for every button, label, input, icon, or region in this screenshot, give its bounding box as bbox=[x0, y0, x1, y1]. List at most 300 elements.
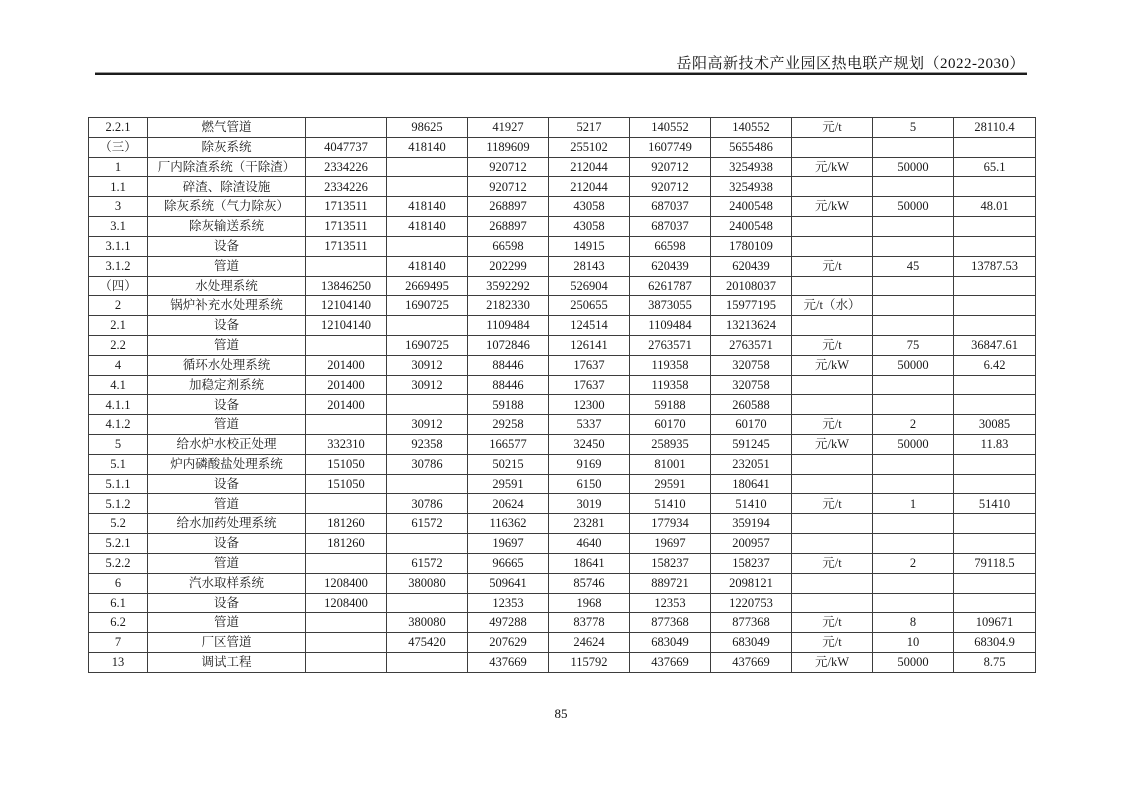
table-row bbox=[89, 514, 1036, 534]
table-cell: 12353 bbox=[468, 593, 549, 613]
table-cell: 5.2.2 bbox=[89, 553, 148, 573]
table-cell bbox=[873, 137, 954, 157]
table-cell: 12353 bbox=[630, 593, 711, 613]
table-cell bbox=[792, 316, 873, 336]
table-cell: 30912 bbox=[387, 355, 468, 375]
table-cell: 260588 bbox=[711, 395, 792, 415]
table-cell: 51410 bbox=[954, 494, 1036, 514]
table-cell bbox=[387, 474, 468, 494]
table-cell: 526904 bbox=[549, 276, 630, 296]
table-cell: 9169 bbox=[549, 454, 630, 474]
table-cell: 设备 bbox=[148, 316, 306, 336]
table-cell: 119358 bbox=[630, 355, 711, 375]
table-cell: 1072846 bbox=[468, 335, 549, 355]
table-cell: 2.2.1 bbox=[89, 118, 148, 138]
table-cell: 5.2 bbox=[89, 514, 148, 534]
table-cell: 元/t（水） bbox=[792, 296, 873, 316]
table-cell: 2763571 bbox=[630, 335, 711, 355]
table-cell: 12300 bbox=[549, 395, 630, 415]
table-cell bbox=[954, 296, 1036, 316]
table-row bbox=[89, 217, 1036, 237]
table-cell bbox=[873, 316, 954, 336]
table-cell: 6.1 bbox=[89, 593, 148, 613]
table-cell: 81001 bbox=[630, 454, 711, 474]
table-cell: 元/kW bbox=[792, 652, 873, 672]
table-cell bbox=[873, 514, 954, 534]
table-row bbox=[89, 593, 1036, 613]
table-cell: 88446 bbox=[468, 375, 549, 395]
table-cell: 437669 bbox=[711, 652, 792, 672]
table-cell: 设备 bbox=[148, 236, 306, 256]
table-cell: 1607749 bbox=[630, 137, 711, 157]
table-cell: 32450 bbox=[549, 435, 630, 455]
table-cell: 元/t bbox=[792, 335, 873, 355]
table-cell: 65.1 bbox=[954, 157, 1036, 177]
table-cell: 140552 bbox=[711, 118, 792, 138]
table-cell: 3 bbox=[89, 197, 148, 217]
table-cell: 418140 bbox=[387, 256, 468, 276]
table-cell: 75 bbox=[873, 335, 954, 355]
table-cell: 79118.5 bbox=[954, 553, 1036, 573]
table-cell: 元/kW bbox=[792, 157, 873, 177]
table-cell: 20108037 bbox=[711, 276, 792, 296]
table-cell: 115792 bbox=[549, 652, 630, 672]
table-cell bbox=[306, 553, 387, 573]
table-cell: 687037 bbox=[630, 197, 711, 217]
table-cell: 877368 bbox=[630, 613, 711, 633]
table-cell bbox=[306, 613, 387, 633]
table-cell: 51410 bbox=[630, 494, 711, 514]
table-cell: 设备 bbox=[148, 593, 306, 613]
table-row bbox=[89, 375, 1036, 395]
table-cell: 61572 bbox=[387, 553, 468, 573]
table-cell: 418140 bbox=[387, 197, 468, 217]
table-cell: 85746 bbox=[549, 573, 630, 593]
table-cell: 380080 bbox=[387, 613, 468, 633]
table-cell: 23281 bbox=[549, 514, 630, 534]
table-cell bbox=[873, 454, 954, 474]
table-cell: 2 bbox=[873, 415, 954, 435]
table-cell: 66598 bbox=[468, 236, 549, 256]
table-cell: 2 bbox=[873, 553, 954, 573]
table-cell: 920712 bbox=[468, 177, 549, 197]
table-cell: 201400 bbox=[306, 355, 387, 375]
table-cell: 877368 bbox=[711, 613, 792, 633]
table-cell: 3.1 bbox=[89, 217, 148, 237]
table-cell: 元/t bbox=[792, 415, 873, 435]
table-cell: 92358 bbox=[387, 435, 468, 455]
table-cell: 19697 bbox=[630, 534, 711, 554]
table-cell: 13213624 bbox=[711, 316, 792, 336]
table-cell: 20624 bbox=[468, 494, 549, 514]
table-row bbox=[89, 316, 1036, 336]
table-cell: 13846250 bbox=[306, 276, 387, 296]
table-cell: 3873055 bbox=[630, 296, 711, 316]
table-cell: 36847.61 bbox=[954, 335, 1036, 355]
table-cell: 元/kW bbox=[792, 435, 873, 455]
table-cell: 201400 bbox=[306, 395, 387, 415]
table-cell bbox=[792, 534, 873, 554]
table-cell: 3.1.2 bbox=[89, 256, 148, 276]
table-cell: 2.1 bbox=[89, 316, 148, 336]
table-cell: 50000 bbox=[873, 435, 954, 455]
table-row bbox=[89, 296, 1036, 316]
table-cell: 6.42 bbox=[954, 355, 1036, 375]
table-cell: 加稳定剂系统 bbox=[148, 375, 306, 395]
table-row bbox=[89, 415, 1036, 435]
table-cell: 元/t bbox=[792, 494, 873, 514]
table-cell: 50215 bbox=[468, 454, 549, 474]
table-cell: 50000 bbox=[873, 652, 954, 672]
table-row bbox=[89, 276, 1036, 296]
table-cell: 1189609 bbox=[468, 137, 549, 157]
table-cell: 10 bbox=[873, 633, 954, 653]
table-cell: 43058 bbox=[549, 217, 630, 237]
table-cell: 1220753 bbox=[711, 593, 792, 613]
table-cell bbox=[954, 395, 1036, 415]
table-cell: 4047737 bbox=[306, 137, 387, 157]
table-cell: 元/t bbox=[792, 553, 873, 573]
table-cell: 8.75 bbox=[954, 652, 1036, 672]
table-cell: 元/t bbox=[792, 118, 873, 138]
table-cell: 30912 bbox=[387, 415, 468, 435]
table-cell bbox=[387, 316, 468, 336]
table-cell: 200957 bbox=[711, 534, 792, 554]
table-cell: 359194 bbox=[711, 514, 792, 534]
table-cell: 268897 bbox=[468, 197, 549, 217]
document-header-title: 岳阳高新技术产业园区热电联产规划（2022-2030） bbox=[676, 56, 1025, 72]
table-cell bbox=[387, 652, 468, 672]
table-cell: 268897 bbox=[468, 217, 549, 237]
page-footer bbox=[0, 706, 1122, 722]
table-cell: 250655 bbox=[549, 296, 630, 316]
table-cell: 3592292 bbox=[468, 276, 549, 296]
table-row bbox=[89, 454, 1036, 474]
table-cell: 1713511 bbox=[306, 197, 387, 217]
table-cell: 151050 bbox=[306, 474, 387, 494]
table-cell: 6261787 bbox=[630, 276, 711, 296]
table-row bbox=[89, 137, 1036, 157]
table-cell: 201400 bbox=[306, 375, 387, 395]
table-cell: 418140 bbox=[387, 137, 468, 157]
table-cell bbox=[306, 652, 387, 672]
table-cell bbox=[954, 137, 1036, 157]
table-cell: 给水炉水校正处理 bbox=[148, 435, 306, 455]
table-cell bbox=[873, 573, 954, 593]
table-cell: 5.1.1 bbox=[89, 474, 148, 494]
table-cell: 2 bbox=[89, 296, 148, 316]
table-cell bbox=[873, 474, 954, 494]
table-cell: 59188 bbox=[630, 395, 711, 415]
table-row bbox=[89, 197, 1036, 217]
table-cell bbox=[873, 276, 954, 296]
table-cell: 43058 bbox=[549, 197, 630, 217]
table-cell: 119358 bbox=[630, 375, 711, 395]
table-cell: （四） bbox=[89, 276, 148, 296]
table-cell: 13787.53 bbox=[954, 256, 1036, 276]
table-cell: 设备 bbox=[148, 395, 306, 415]
table-cell: 683049 bbox=[630, 633, 711, 653]
table-cell: 61572 bbox=[387, 514, 468, 534]
table-cell: 29591 bbox=[468, 474, 549, 494]
table-cell: 5217 bbox=[549, 118, 630, 138]
table-cell bbox=[792, 177, 873, 197]
table-cell: 1 bbox=[89, 157, 148, 177]
table-cell bbox=[306, 335, 387, 355]
table-cell: 140552 bbox=[630, 118, 711, 138]
table-cell: 除灰输送系统 bbox=[148, 217, 306, 237]
table-cell: 66598 bbox=[630, 236, 711, 256]
table-cell: 475420 bbox=[387, 633, 468, 653]
table-cell: 620439 bbox=[711, 256, 792, 276]
table-row bbox=[89, 335, 1036, 355]
table-cell: 水处理系统 bbox=[148, 276, 306, 296]
table-cell: 燃气管道 bbox=[148, 118, 306, 138]
table-cell: 循环水处理系统 bbox=[148, 355, 306, 375]
table-cell bbox=[792, 217, 873, 237]
table-cell: 12104140 bbox=[306, 316, 387, 336]
table-cell: 212044 bbox=[549, 157, 630, 177]
table-cell bbox=[873, 217, 954, 237]
table-cell bbox=[954, 534, 1036, 554]
table-cell: 元/kW bbox=[792, 355, 873, 375]
cost-table bbox=[88, 117, 1036, 673]
table-cell: 437669 bbox=[630, 652, 711, 672]
table-cell bbox=[387, 177, 468, 197]
table-cell: 调试工程 bbox=[148, 652, 306, 672]
table-cell: 2098121 bbox=[711, 573, 792, 593]
table-cell: 5655486 bbox=[711, 137, 792, 157]
table-cell: 48.01 bbox=[954, 197, 1036, 217]
table-cell: 1.1 bbox=[89, 177, 148, 197]
table-cell bbox=[792, 137, 873, 157]
table-cell: 1713511 bbox=[306, 217, 387, 237]
table-cell bbox=[306, 494, 387, 514]
table-cell: 45 bbox=[873, 256, 954, 276]
table-cell: 332310 bbox=[306, 435, 387, 455]
table-cell: 6.2 bbox=[89, 613, 148, 633]
table-cell: 5337 bbox=[549, 415, 630, 435]
table-cell: 17637 bbox=[549, 355, 630, 375]
table-cell bbox=[954, 217, 1036, 237]
table-cell: 68304.9 bbox=[954, 633, 1036, 653]
table-cell: 2763571 bbox=[711, 335, 792, 355]
table-cell: 50000 bbox=[873, 157, 954, 177]
table-cell bbox=[792, 514, 873, 534]
table-cell bbox=[954, 177, 1036, 197]
table-cell: 19697 bbox=[468, 534, 549, 554]
table-cell: 509641 bbox=[468, 573, 549, 593]
table-cell: 管道 bbox=[148, 494, 306, 514]
table-cell: 2334226 bbox=[306, 157, 387, 177]
table-cell: 汽水取样系统 bbox=[148, 573, 306, 593]
table-cell: 920712 bbox=[468, 157, 549, 177]
table-cell: 4.1 bbox=[89, 375, 148, 395]
table-cell: 13 bbox=[89, 652, 148, 672]
table-cell bbox=[306, 256, 387, 276]
table-cell: 2.2 bbox=[89, 335, 148, 355]
table-cell: 177934 bbox=[630, 514, 711, 534]
table-cell bbox=[792, 474, 873, 494]
table-cell: 5.1.2 bbox=[89, 494, 148, 514]
table-cell: 给水加药处理系统 bbox=[148, 514, 306, 534]
table-cell: 158237 bbox=[711, 553, 792, 573]
table-cell: 683049 bbox=[711, 633, 792, 653]
table-cell: 管道 bbox=[148, 415, 306, 435]
table-cell: 30786 bbox=[387, 454, 468, 474]
table-cell: 166577 bbox=[468, 435, 549, 455]
table-cell: 50000 bbox=[873, 197, 954, 217]
table-cell: 29591 bbox=[630, 474, 711, 494]
table-cell: 厂区管道 bbox=[148, 633, 306, 653]
table-cell: 设备 bbox=[148, 534, 306, 554]
table-cell: 厂内除渣系统（干除渣） bbox=[148, 157, 306, 177]
table-cell bbox=[873, 593, 954, 613]
table-cell: 2182330 bbox=[468, 296, 549, 316]
table-cell: 98625 bbox=[387, 118, 468, 138]
table-cell: 18641 bbox=[549, 553, 630, 573]
table-cell: 3019 bbox=[549, 494, 630, 514]
table-cell: 除灰系统 bbox=[148, 137, 306, 157]
table-cell: 51410 bbox=[711, 494, 792, 514]
table-cell: 4.1.1 bbox=[89, 395, 148, 415]
table-cell bbox=[954, 474, 1036, 494]
table-cell: 4 bbox=[89, 355, 148, 375]
table-cell: 4640 bbox=[549, 534, 630, 554]
table-cell: 17637 bbox=[549, 375, 630, 395]
table-cell bbox=[792, 236, 873, 256]
table-cell: 28110.4 bbox=[954, 118, 1036, 138]
table-cell: 设备 bbox=[148, 474, 306, 494]
table-cell: 元/kW bbox=[792, 197, 873, 217]
table-cell: 元/t bbox=[792, 613, 873, 633]
table-cell: 124514 bbox=[549, 316, 630, 336]
table-cell: 24624 bbox=[549, 633, 630, 653]
table-row bbox=[89, 355, 1036, 375]
table-cell bbox=[387, 534, 468, 554]
table-cell: 2334226 bbox=[306, 177, 387, 197]
table-cell bbox=[387, 593, 468, 613]
table-cell: 151050 bbox=[306, 454, 387, 474]
table-cell: 232051 bbox=[711, 454, 792, 474]
table-row bbox=[89, 534, 1036, 554]
table-cell: 14915 bbox=[549, 236, 630, 256]
table-cell: 2400548 bbox=[711, 217, 792, 237]
page-number: 85 bbox=[554, 706, 568, 721]
table-cell bbox=[954, 454, 1036, 474]
table-cell: 1690725 bbox=[387, 335, 468, 355]
table-row bbox=[89, 553, 1036, 573]
table-cell: 5 bbox=[873, 118, 954, 138]
table-cell bbox=[792, 573, 873, 593]
table-cell bbox=[954, 236, 1036, 256]
table-cell: 497288 bbox=[468, 613, 549, 633]
table-cell: 2400548 bbox=[711, 197, 792, 217]
table-cell bbox=[954, 593, 1036, 613]
table-row bbox=[89, 177, 1036, 197]
table-cell: 207629 bbox=[468, 633, 549, 653]
table-row bbox=[89, 652, 1036, 672]
table-cell bbox=[954, 573, 1036, 593]
table-row bbox=[89, 236, 1036, 256]
table-cell: 12104140 bbox=[306, 296, 387, 316]
table-cell: 83778 bbox=[549, 613, 630, 633]
table-row bbox=[89, 157, 1036, 177]
table-cell: 5.2.1 bbox=[89, 534, 148, 554]
table-cell bbox=[306, 633, 387, 653]
table-cell bbox=[954, 514, 1036, 534]
table-cell: 1208400 bbox=[306, 593, 387, 613]
table-cell bbox=[387, 236, 468, 256]
table-cell: 920712 bbox=[630, 177, 711, 197]
table-cell: 109671 bbox=[954, 613, 1036, 633]
table-cell: 元/t bbox=[792, 256, 873, 276]
header-rule bbox=[95, 72, 1027, 75]
table-row bbox=[89, 118, 1036, 138]
table-cell: 380080 bbox=[387, 573, 468, 593]
table-cell: 1780109 bbox=[711, 236, 792, 256]
table-cell: 3254938 bbox=[711, 157, 792, 177]
table-cell: 116362 bbox=[468, 514, 549, 534]
table-cell: 88446 bbox=[468, 355, 549, 375]
table-cell bbox=[306, 118, 387, 138]
table-cell: 11.83 bbox=[954, 435, 1036, 455]
table-row bbox=[89, 395, 1036, 415]
table-cell bbox=[873, 296, 954, 316]
table-cell: 687037 bbox=[630, 217, 711, 237]
table-cell: 181260 bbox=[306, 534, 387, 554]
table-cell: 7 bbox=[89, 633, 148, 653]
table-cell: 620439 bbox=[630, 256, 711, 276]
table-cell: 202299 bbox=[468, 256, 549, 276]
table-cell: 30912 bbox=[387, 375, 468, 395]
table-cell bbox=[387, 395, 468, 415]
table-cell bbox=[306, 415, 387, 435]
table-cell bbox=[792, 395, 873, 415]
table-cell bbox=[873, 177, 954, 197]
table-row bbox=[89, 474, 1036, 494]
table-cell: 920712 bbox=[630, 157, 711, 177]
table-cell: 5 bbox=[89, 435, 148, 455]
table-cell bbox=[387, 157, 468, 177]
table-cell: 管道 bbox=[148, 613, 306, 633]
table-cell: 41927 bbox=[468, 118, 549, 138]
table-cell: 59188 bbox=[468, 395, 549, 415]
table-cell: 炉内磷酸盐处理系统 bbox=[148, 454, 306, 474]
table-cell bbox=[954, 276, 1036, 296]
table-row bbox=[89, 256, 1036, 276]
table-cell: 1208400 bbox=[306, 573, 387, 593]
table-cell: 437669 bbox=[468, 652, 549, 672]
table-row bbox=[89, 494, 1036, 514]
table-cell: 258935 bbox=[630, 435, 711, 455]
table-cell: 418140 bbox=[387, 217, 468, 237]
table-cell bbox=[954, 375, 1036, 395]
table-cell: 30085 bbox=[954, 415, 1036, 435]
table-cell: 5.1 bbox=[89, 454, 148, 474]
table-cell: （三） bbox=[89, 137, 148, 157]
table-cell: 96665 bbox=[468, 553, 549, 573]
table-cell: 1109484 bbox=[468, 316, 549, 336]
cost-table-body bbox=[89, 118, 1036, 673]
table-cell bbox=[873, 236, 954, 256]
table-cell bbox=[792, 276, 873, 296]
table-cell: 1690725 bbox=[387, 296, 468, 316]
table-cell bbox=[873, 534, 954, 554]
table-cell: 3.1.1 bbox=[89, 236, 148, 256]
table-cell bbox=[792, 375, 873, 395]
table-row bbox=[89, 573, 1036, 593]
